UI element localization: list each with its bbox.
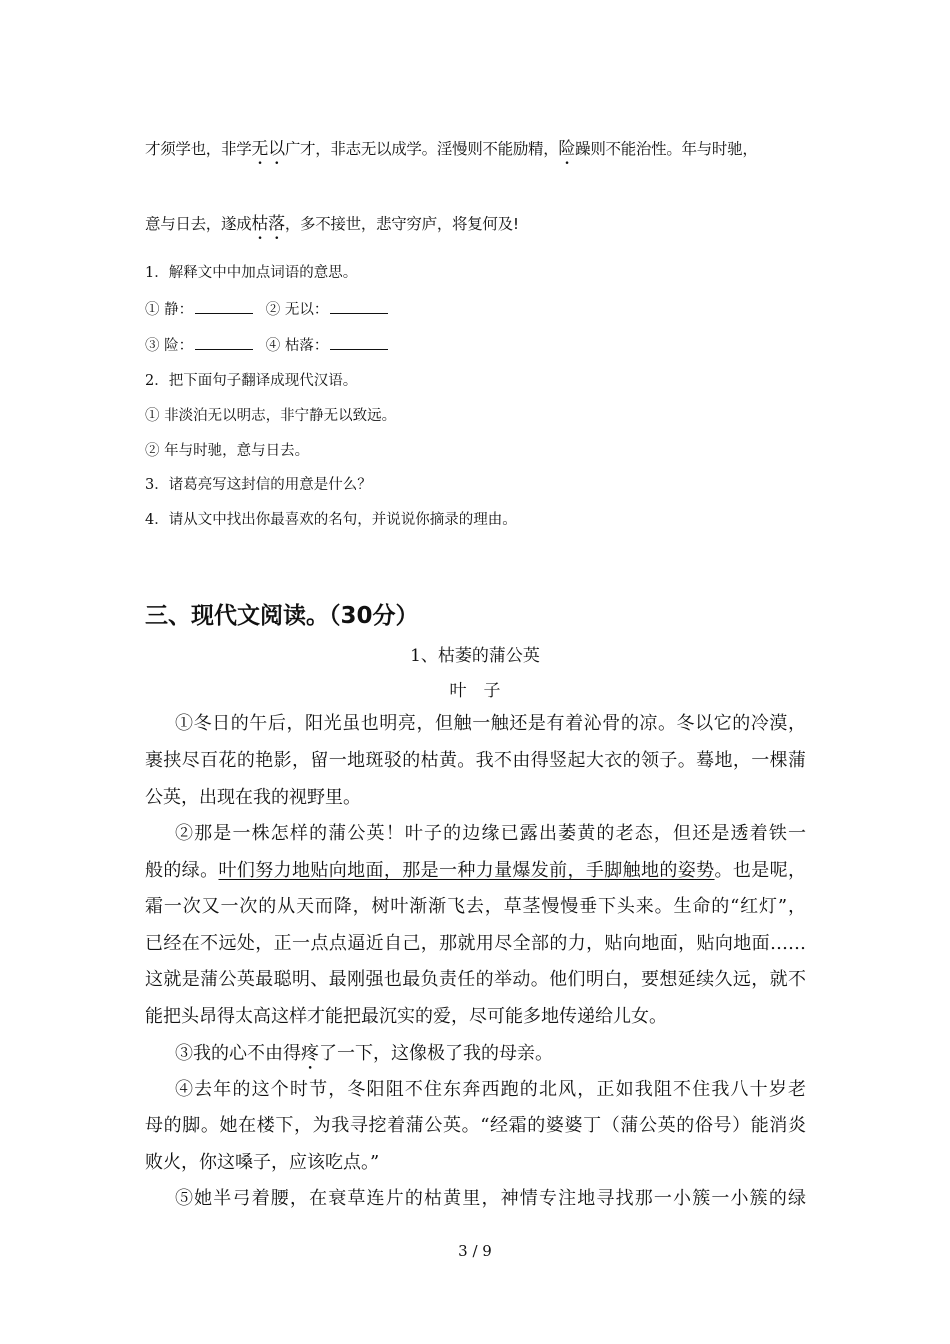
article-line	[145, 856, 806, 882]
emphasized-word: 疼	[301, 1043, 319, 1064]
article-author: 叶 子	[449, 681, 501, 701]
section-heading: 三、现代文阅读。（30分）	[145, 603, 419, 629]
text: ，多不接世，悲守穷庐，将复何及!	[284, 215, 519, 233]
item-label: ② 无以：	[265, 302, 329, 318]
question-2-item-2: ② 年与时驰，意与日去。	[145, 443, 310, 459]
underlined-sentence: 叶们努力地贴向地面，那是一种力量爆发前，手脚触地的姿势	[218, 860, 715, 881]
answer-blank[interactable]	[330, 301, 388, 314]
article-line: 母的脚。她在楼下，为我寻挖着蒲公英。“经霜的婆婆丁（蒲公英的俗号）能消炎	[145, 1115, 806, 1136]
article-line: 公英，出现在我的视野里。	[145, 787, 361, 808]
question-3: 3．诸葛亮写这封信的用意是什么？	[145, 477, 372, 493]
article-line: 能把头昂得太高这样才能把最沉实的爱，尽可能多地传递给儿女。	[145, 1006, 667, 1027]
article-line: 裹挟尽百花的艳影，留一地斑驳的枯黄。我不由得竖起大衣的领子。蓦地，一棵蒲	[145, 750, 806, 771]
text: ③我的心不由得	[175, 1043, 301, 1064]
article-line: 已经在不远处，正一点点逼近自己，那就用尽全部的力，贴向地面，贴向地面……	[145, 933, 806, 954]
article-line: 这就是蒲公英最聪明、最刚强也最负责任的举动。他们明白，要想延续久远，就不	[145, 969, 806, 990]
article-title: 1、枯萎的蒲公英	[410, 646, 540, 666]
passage-line-1	[145, 134, 758, 169]
article-line: 霜一次又一次的从天而降，树叶渐渐飞去，草茎慢慢垂下头来。生命的“红灯”，	[145, 896, 806, 917]
article-line: ②那是一株怎样的蒲公英！叶子的边缘已露出萎黄的老态，但还是透着铁一	[175, 823, 806, 844]
item-label: ④ 枯落：	[265, 338, 329, 354]
article-line: ④去年的这个时节，冬阳阻不住东奔西跑的北风，正如我阻不住我八十岁老	[175, 1079, 806, 1100]
answer-blank[interactable]	[195, 301, 253, 314]
item-label: ① 静：	[145, 302, 194, 318]
question-4: 4．请从文中找出你最喜欢的名句，并说说你摘录的理由。	[145, 512, 517, 528]
article-line: ⑤她半弓着腰，在衰草连片的枯黄里，神情专注地寻找那一小簇一小簇的绿	[175, 1188, 806, 1209]
text: 般的绿。	[145, 860, 219, 881]
answer-blank[interactable]	[195, 337, 253, 350]
question-1: 1．解释文中中加点词语的意思。	[145, 265, 358, 281]
question-2-item-1: ① 非淡泊无以明志，非宁静无以致远。	[145, 408, 397, 424]
page-number: 3 / 9	[458, 1242, 492, 1260]
question-1-items-b	[145, 334, 396, 355]
emphasized-word: 无以	[251, 139, 285, 159]
article-line: 败火，你这嗓子，应该吃点。”	[145, 1152, 380, 1173]
passage-line-2	[145, 209, 519, 244]
text: 广才，非志无以成学。淫慢则不能励精，	[284, 140, 559, 158]
item-label: ③ 险：	[145, 338, 194, 354]
article-line: ①冬日的午后，阳光虽也明亮，但触一触还是有着沁骨的凉。冬以它的冷漠，	[175, 713, 806, 734]
emphasized-word: 险	[558, 139, 576, 159]
text: 。也是呢，	[714, 860, 807, 881]
text: 才须学也，非学	[145, 140, 252, 158]
answer-blank[interactable]	[330, 337, 388, 350]
question-2: 2．把下面句子翻译成现代汉语。	[145, 373, 358, 389]
emphasized-word: 枯落	[251, 214, 285, 234]
question-1-items-a	[145, 298, 396, 319]
article-line	[175, 1039, 806, 1074]
text: 意与日去，遂成	[145, 215, 252, 233]
text: 了一下，这像极了我的母亲。	[319, 1043, 553, 1064]
text: 躁则不能治性。年与时驰，	[575, 140, 758, 158]
